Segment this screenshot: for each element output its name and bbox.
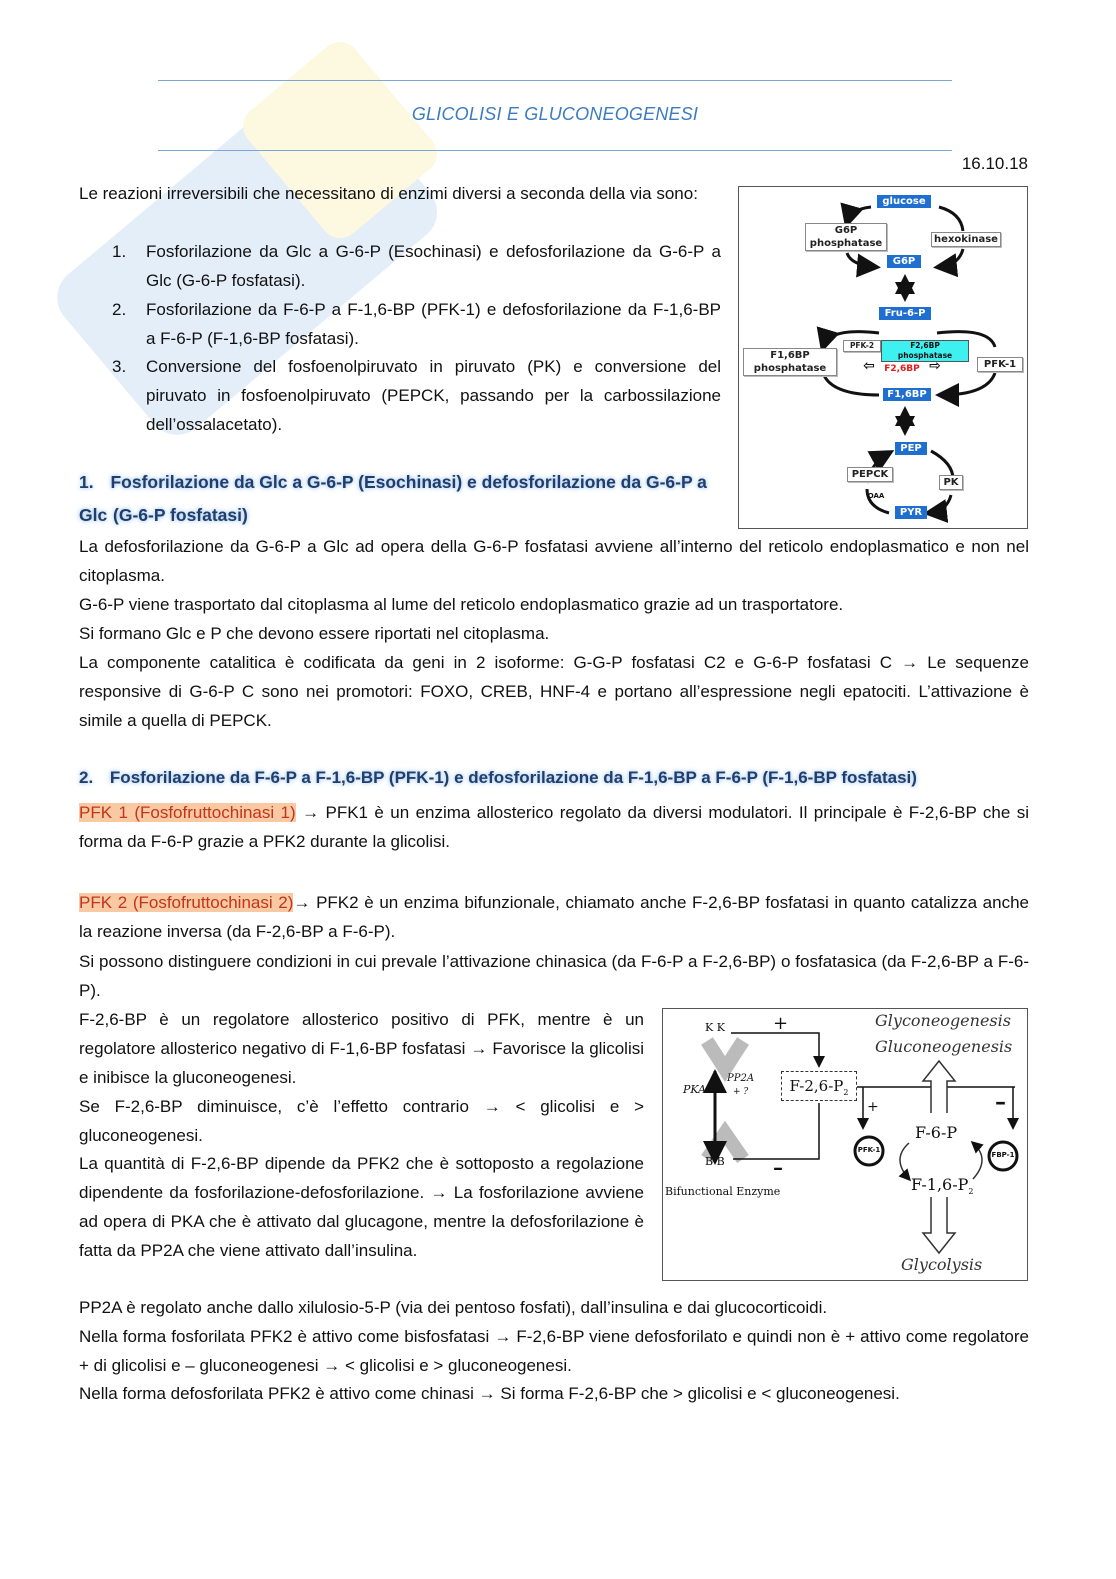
page-title: GLICOLISI E GLUCONEOGENESI [411,104,699,124]
phosphorylated-paragraph: Nella forma fosforilata PFK2 è attivo come bisfosfatasi → F-2,6-BP viene defosforilato e quindi non è + attivo come regolatore + di glicolisi e – gluconeogenesi → < glicolisi e > gluconeogenesi. [79,1327,1029,1375]
f26p2-subscript: 2 [843,1088,849,1097]
pp2a-label: PP2A [727,1073,755,1084]
glycolysis-label: Glycolysis [901,1255,983,1274]
bifunctional-enzyme-label: Bifunctional Enzyme [665,1185,781,1198]
section1-paragraph-2: G-6-P viene trasportato dal citoplasma al lume del reticolo endoplasmatico grazie ad un trasportatore. [79,595,844,614]
f16p2-label [911,1175,974,1196]
pfk1-box: PFK-1 [977,357,1023,372]
quantity-paragraph: La quantità di F-2,6-BP dipende da PFK2 che è sottoposto a regolazione dipendente da fosforilazione-defosforilazione. → La fosforilazione avviene ad opera di PKA che è attivato dal glucagone, mentre la defosforilazione è fatta da PP2A che viene attivato dall’insulina. [79,1154,644,1260]
f26p2-label: F-2,6-P [789,1077,844,1095]
f6p-label: F-6-P [915,1123,958,1142]
intro-item-text: Conversione del fosfoenolpiruvato in piruvato (PK) e conversione del piruvato in fosfoenolpiruvato (PEPCK, passando per la carbossilazione dell’ossalacetato). [146,357,721,434]
intro-text: Le reazioni irreversibili che necessitano di enzimi diversi a seconda della via sono: [79,184,698,203]
intro-item-1: 1. Fosforilazione da Glc a G-6-P (Esochinasi) e defosforilazione da G-6-P a Glc (G-6-P fosfatasi). [112,237,721,295]
activate-arrow-right-icon: ⇨ [929,358,941,374]
intro-item-text: Fosforilazione da F-6-P a F-1,6-BP (PFK-1) e defosforilazione da F-1,6-BP a F-6-P (F-1,6-BP fosfatasi). [146,300,721,348]
fbp1-circle-label: FBP-1 [991,1151,1015,1159]
bifunctional-enzyme-diagram [662,1008,1028,1281]
glyconeogenesis-label: Glyconeogenesis [875,1011,1011,1030]
f16p2-subscript: 2 [968,1187,974,1197]
section1-heading-line1: Fosforilazione da Glc a G-6-P (Esochinasi) e defosforilazione da G-6-P a Glc [79,472,707,525]
pfk2-paragraph [79,888,1029,946]
kk-label: K K [705,1021,725,1034]
pfk2-box: PFK-2 [843,340,881,352]
g6p-phosphatase-box: G6P phosphatase [805,223,887,251]
section1-paragraph-3: Si formano Glc e P che devono essere riportati nel citoplasma. [79,624,550,643]
pfk1-text: → PFK1 è un enzima allosterico regolato da diversi modulatori. Il principale è F-2,6-BP che si forma da F-6-P grazie a PFK2 durante la glicolisi. [79,803,1030,851]
minus-sign-bottom: – [773,1155,783,1179]
pfk1-circle-label: PFK-1 [857,1146,881,1154]
section1-paragraph-1: La defosforilazione da G-6-P a Glc ad opera della G-6-P fosfatasi avviene all’interno del reticolo endoplasmatico e non nel citoplasma. [79,537,1029,585]
header-rule-bottom [158,150,952,151]
pep-box: PEP [895,442,927,455]
header-rule-top [158,80,952,81]
section2-heading [79,761,1029,794]
oaa-label: OAA [867,492,885,500]
glucose-box: glucose [877,195,931,208]
g6p-box: G6P [887,255,921,268]
minus-sign-fbp1: – [995,1089,1006,1115]
pfk1-highlight: PFK 1 (Fosfofruttochinasi 1) [79,803,296,822]
f16bp-box: F1,6BP [883,388,931,401]
page-date: 16.10.18 [961,154,1028,173]
f26bp-label: F2,6BP [884,364,920,374]
section1-number: 1. [79,472,94,492]
dephosphorylated-paragraph: Nella forma defosforilata PFK2 è attivo come chinasi → Si forma F-2,6-BP che > glicolisi e < gluconeogenesi. [79,1384,900,1403]
intro-item-2: 2. Fosforilazione da F-6-P a F-1,6-BP (PFK-1) e defosforilazione da F-1,6-BP a F-6-P (F-1,6-BP fosfatasi). [112,295,721,353]
f16bp-phosphatase-box: F1,6BP phosphatase [743,348,837,376]
pp2a-paragraph: PP2A è regolato anche dallo xilulosio-5-P (via dei pentoso fosfati), dall’insulina e dai glucocorticoidi. [79,1298,828,1317]
decrease-paragraph: Se F-2,6-BP diminuisce, c’è l’effetto contrario → < glicolisi e > gluconeogenesi. [79,1097,644,1145]
f26p2-box [781,1071,857,1101]
pfk2-highlight: PFK 2 (Fosfofruttochinasi 2) [79,893,294,912]
section1-paragraph-4: La componente catalitica è codificata da geni in 2 isoforme: G-G-P fosfatasi C2 e G-6-P fosfatasi C → Le sequenze responsive di G-6-P C sono nei promotori: FOXO, CREB, HNF-4 e portano all’espressione negli epatociti. L’attivazione è simile a quella di PEPCK. [79,653,1029,730]
pyr-box: PYR [895,506,927,519]
f16p2-text: F-1,6-P [911,1175,969,1194]
pathway-diagram [738,186,1028,529]
gluconeogenesis-label: Gluconeogenesis [875,1037,1013,1056]
pk-box: PK [939,475,963,490]
pfk1-paragraph [79,798,1029,856]
pepck-box: PEPCK [847,467,893,482]
regulator-paragraph: F-2,6-BP è un regolatore allosterico positivo di PFK, mentre è un regolatore allosterico negativo di F-1,6-BP fosfatasi → Favorisce la glicolisi e inibisce la gluconeogenesi. [79,1010,644,1087]
fru6p-box: Fru-6-P [879,307,931,320]
section1-heading-line2: (G-6-P fosfatasi) [113,505,248,525]
conditions-paragraph: Si possono distinguere condizioni in cui prevale l’attivazione chinasica (da F-6-P a F-2,6-BP) o fosfatasica (da F-2,6-BP a F-6-P). [79,952,1029,1000]
hexokinase-box: hexokinase [931,232,1001,247]
section2-number: 2. [79,768,94,787]
f26bp-phosphatase-box: F2,6BP phosphatase [881,340,969,362]
pfk2-text: → PFK2 è un enzima bifunzionale, chiamato anche F-2,6-BP fosfatasi in quanto catalizza anche la reazione inversa (da F-2,6-BP a F-6-P). [79,893,1030,941]
pp2a-question-label: + ? [733,1087,749,1097]
section2-heading-text: Fosforilazione da F-6-P a F-1,6-BP (PFK-1) e defosforilazione da F-1,6-BP a F-6-P (F-1,6-BP fosfatasi) [109,768,917,787]
intro-item-3: 3. Conversione del fosfoenolpiruvato in piruvato (PK) e conversione del piruvato in fosfoenolpiruvato (PEPCK, passando per la carbossilazione dell’ossalacetato). [112,352,721,439]
pka-label: PKA [683,1083,707,1096]
inhibit-arrow-left-icon: ⇦ [863,358,875,374]
bb-label: B B [705,1155,725,1168]
plus-sign-top: + [773,1013,789,1034]
intro-item-text: Fosforilazione da Glc a G-6-P (Esochinasi) e defosforilazione da G-6-P a Glc (G-6-P fosfatasi). [146,242,721,290]
plus-sign-pfk1: + [867,1099,879,1115]
